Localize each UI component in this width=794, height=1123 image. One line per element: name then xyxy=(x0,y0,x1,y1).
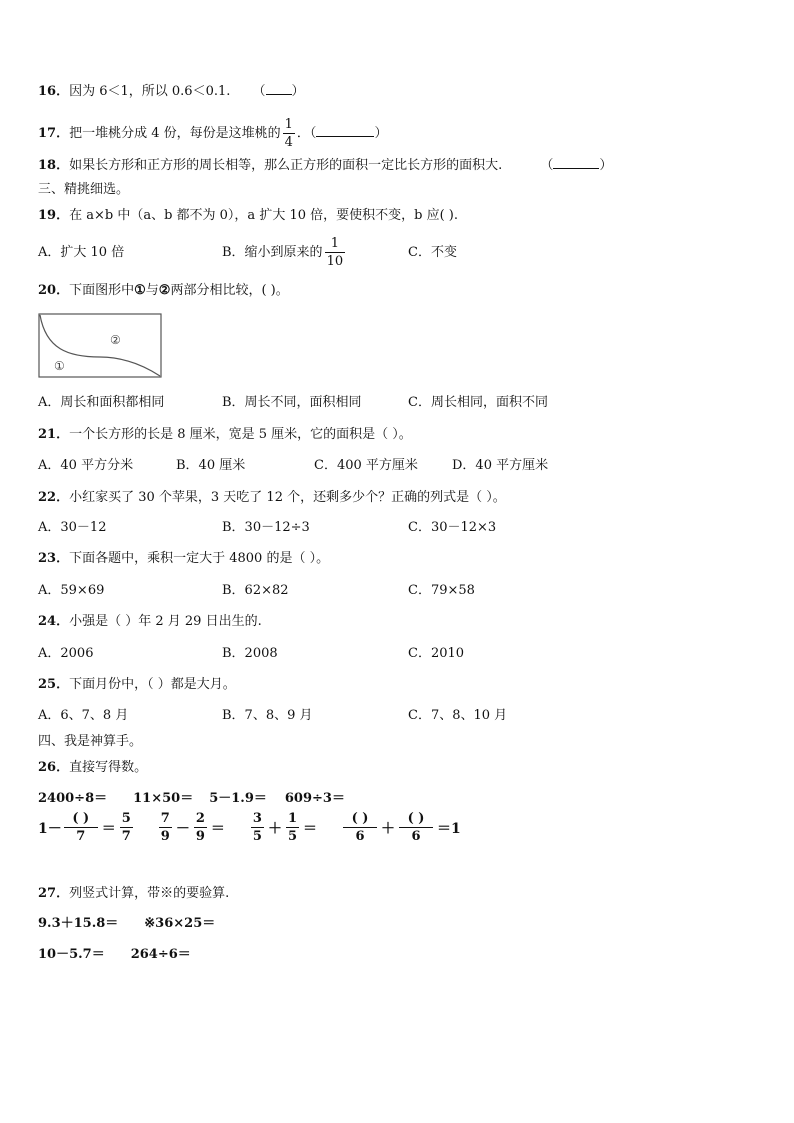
question-23 xyxy=(38,550,329,568)
option-a[interactable]: A．30－12 xyxy=(38,520,107,535)
option-a[interactable]: A．40 平方分米 xyxy=(38,458,134,473)
calc-fraction-expr-3[interactable]: $\frac{3}{5}$ ＋ $\frac{1}{5}$ ＝ xyxy=(252,811,317,844)
option-b[interactable] xyxy=(222,237,347,268)
question-text: 两部分相比较，( )。 xyxy=(170,283,289,298)
calc-item[interactable]: 9.3＋15.8＝ xyxy=(38,916,119,931)
option-b[interactable]: B．2008 xyxy=(222,646,278,661)
question-19 xyxy=(38,207,458,225)
calc-item[interactable]: ※36×25＝ xyxy=(144,916,216,931)
option-b[interactable]: B．62×82 xyxy=(222,583,289,598)
question-text: 在 a×b 中（a、b 都不为 0），a 扩大 10 倍，要使积不变，b 应( ). xyxy=(69,208,458,223)
question-text: 如果长方形和正方形的周长相等，那么正方形的面积一定比长方形的面积大. xyxy=(69,158,503,173)
option-a[interactable]: A．扩大 10 倍 xyxy=(38,245,125,260)
section-heading-4: 四、我是神算手。 xyxy=(38,734,143,749)
question-27 xyxy=(38,885,229,903)
question-text: 下面月份中，（ ）都是大月。 xyxy=(69,677,236,692)
question-number: 24． xyxy=(38,614,70,629)
region-label-1: ① xyxy=(54,359,65,373)
option-b[interactable]: B．周长不同，面积相同 xyxy=(222,395,362,410)
calc-fraction-expr-4[interactable]: $\frac{( )}{6}$ ＋ $\frac{( )}{6}$ ＝1 xyxy=(341,812,463,843)
question-text: 下面各题中，乘积一定大于 4800 的是（ ）。 xyxy=(69,551,330,566)
calc-item[interactable]: 5－1.9＝ xyxy=(209,791,267,806)
option-a[interactable]: A．2006 xyxy=(38,646,94,661)
option-c[interactable]: C．周长相同，面积不同 xyxy=(408,395,548,410)
option-b[interactable]: B．30－12÷3 xyxy=(222,520,310,535)
question-number: 17． xyxy=(38,126,70,141)
paren-right: ） xyxy=(599,158,613,173)
option-c[interactable]: C．7、8、10 月 xyxy=(408,708,508,723)
question-number: 22． xyxy=(38,490,70,505)
fraction: $\frac{1}{10}$ xyxy=(326,236,344,269)
question-number: 21． xyxy=(38,427,70,442)
option-b[interactable]: B．7、8、9 月 xyxy=(222,708,313,723)
fraction: $\frac{3}{5}$ xyxy=(252,811,262,844)
question-tail: ．（ xyxy=(296,126,317,141)
answer-blank[interactable] xyxy=(266,82,292,95)
question-number: 23． xyxy=(38,551,70,566)
paren-right: ） xyxy=(374,126,388,141)
question-number: 27． xyxy=(38,886,70,901)
question-text: 直接写得数。 xyxy=(69,760,148,775)
paren-left: （ xyxy=(252,84,266,99)
calc-row-2 xyxy=(38,812,463,843)
question-text: 小强是（ ）年 2 月 29 日出生的. xyxy=(69,614,262,629)
question-text: 下面图形中 xyxy=(69,283,135,298)
circled-one: ① xyxy=(134,283,146,298)
calc-fraction-expr-1[interactable]: 1－ $\frac{( )}{7}$ ＝ $\frac{5}{7}$ xyxy=(38,811,131,844)
calc-item[interactable]: 264÷6＝ xyxy=(130,947,191,962)
option-a[interactable]: A．6、7、8 月 xyxy=(38,708,129,723)
question-number: 25． xyxy=(38,677,70,692)
question-text: 把一堆桃分成 4 份，每份是这堆桃的 xyxy=(69,126,281,141)
circled-two: ② xyxy=(158,283,171,298)
question-26 xyxy=(38,759,147,777)
calc-fraction-expr-2[interactable]: $\frac{7}{9}$ － $\frac{2}{9}$ ＝ xyxy=(160,811,225,844)
option-b[interactable]: B．40 厘米 xyxy=(176,458,246,473)
option-a[interactable]: A．周长和面积都相同 xyxy=(38,395,165,410)
calc-row-1 xyxy=(38,790,345,808)
fraction: $\frac{( )}{6}$ xyxy=(343,812,377,843)
question-number: 19． xyxy=(38,208,70,223)
question-16 xyxy=(38,82,305,101)
question-text: 因为 6＜1，所以 0.6＜0.1. xyxy=(69,84,231,99)
fraction: $\frac{5}{7}$ xyxy=(121,811,131,844)
option-c[interactable]: C．30－12×3 xyxy=(408,520,497,535)
calc-item[interactable]: 2400÷8＝ xyxy=(38,791,108,806)
fraction: $\frac{7}{9}$ xyxy=(160,811,170,844)
fraction: $\frac{( )}{6}$ xyxy=(399,812,433,843)
question-20 xyxy=(38,282,289,300)
region-label-2: ② xyxy=(110,333,121,347)
answer-blank[interactable] xyxy=(316,124,374,137)
vertical-calc-row-2 xyxy=(38,946,191,964)
fraction: $\frac{2}{9}$ xyxy=(195,811,205,844)
question-text: 一个长方形的长是 8 厘米，宽是 5 厘米，它的面积是（ ）。 xyxy=(69,427,412,442)
fraction: $\frac{( )}{7}$ xyxy=(64,812,98,843)
question-21 xyxy=(38,426,412,444)
question-number: 20． xyxy=(38,283,70,298)
paren-right: ） xyxy=(291,84,305,99)
section-heading-3: 三、精挑细选。 xyxy=(38,182,130,197)
question-24 xyxy=(38,613,262,631)
vertical-calc-row-1 xyxy=(38,915,215,933)
option-c[interactable]: C．2010 xyxy=(408,646,465,661)
question-text: 小红家买了 30 个苹果，3 天吃了 12 个，还剩多少个？正确的列式是（ ）。 xyxy=(69,490,506,505)
answer-blank[interactable] xyxy=(553,156,599,169)
question-text: 与 xyxy=(145,283,159,298)
option-c[interactable]: C．79×58 xyxy=(408,583,475,598)
question-number: 16． xyxy=(38,84,70,99)
paren-left: （ xyxy=(540,158,554,173)
question-number: 26． xyxy=(38,760,70,775)
calc-item[interactable]: 11×50＝ xyxy=(133,791,194,806)
option-d[interactable]: D．40 平方厘米 xyxy=(452,458,549,473)
calc-item[interactable]: 10－5.7＝ xyxy=(38,947,105,962)
rectangle-figure xyxy=(38,313,164,381)
question-text: 列竖式计算，带※的要验算. xyxy=(69,886,230,901)
option-text: B．缩小到原来的 xyxy=(222,244,323,260)
question-25 xyxy=(38,676,236,694)
fraction: $\frac{1}{5}$ xyxy=(287,811,297,844)
fraction: $\frac{1}{4}$ xyxy=(284,117,293,150)
option-c[interactable]: C．400 平方厘米 xyxy=(314,458,418,473)
option-a[interactable]: A．59×69 xyxy=(38,583,105,598)
calc-item[interactable]: 609÷3＝ xyxy=(284,791,345,806)
question-18 xyxy=(38,156,612,175)
question-number: 18． xyxy=(38,158,70,173)
question-17 xyxy=(38,118,387,149)
question-22 xyxy=(38,489,506,507)
option-c[interactable]: C．不变 xyxy=(408,245,457,260)
